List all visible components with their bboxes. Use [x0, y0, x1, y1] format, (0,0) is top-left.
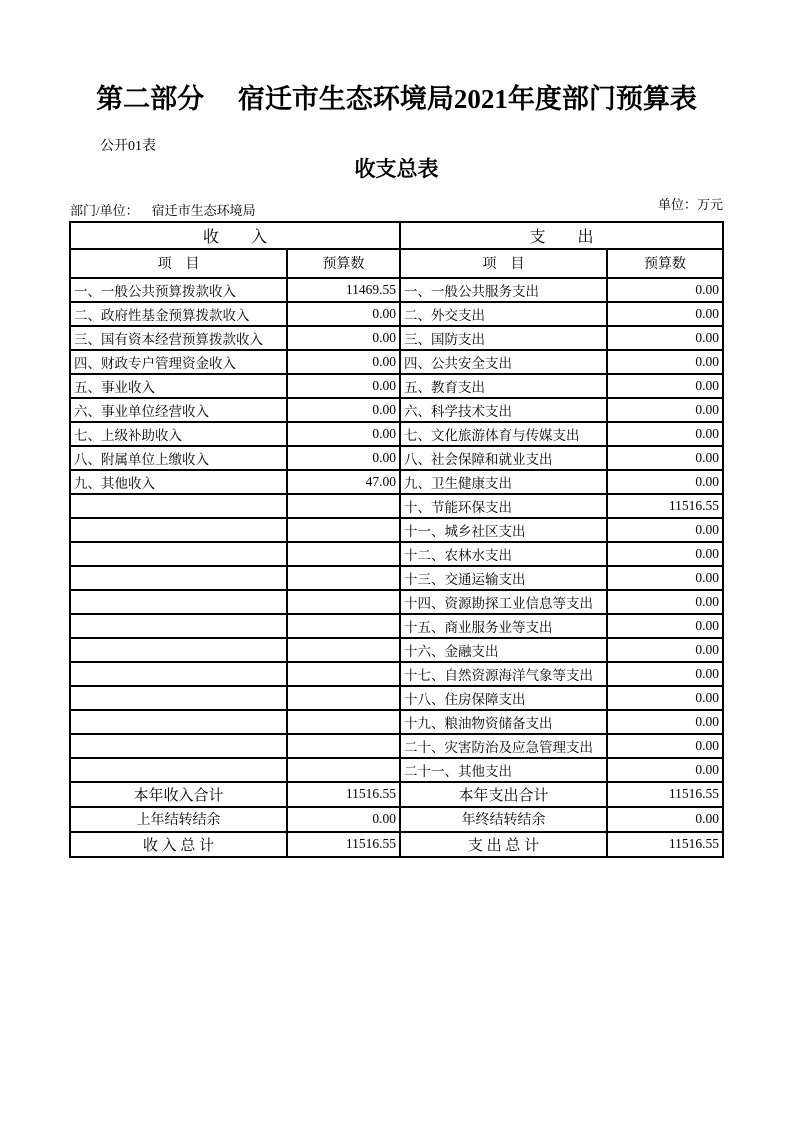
expense-value-cell: 0.00	[607, 446, 723, 470]
expense-value-cell: 0.00	[607, 662, 723, 686]
department-label: 部门/单位： 宿迁市生态环境局	[70, 202, 256, 218]
expense-item-cell: 十二、农林水支出	[400, 542, 607, 566]
income-value-cell	[287, 590, 400, 614]
table-body	[70, 278, 723, 857]
expense-value-cell: 0.00	[607, 638, 723, 662]
income-item-col-header: 项 目	[70, 249, 287, 278]
income-item-cell	[70, 734, 287, 758]
income-value-cell	[287, 734, 400, 758]
table-row	[70, 662, 723, 686]
group-header-row	[70, 222, 723, 249]
table-row	[70, 614, 723, 638]
expense-summary-value-cell: 11516.55	[607, 782, 723, 807]
income-item-cell	[70, 662, 287, 686]
expense-value-cell: 0.00	[607, 398, 723, 422]
expense-item-cell: 十五、商业服务业等支出	[400, 614, 607, 638]
income-item-cell: 一、一般公共预算拨款收入	[70, 278, 287, 302]
table-meta-row	[70, 194, 723, 219]
income-value-cell: 0.00	[287, 398, 400, 422]
expense-value-cell: 0.00	[607, 470, 723, 494]
table-row	[70, 326, 723, 350]
expense-summary-value-cell: 0.00	[607, 807, 723, 832]
income-item-cell	[70, 758, 287, 782]
income-summary-label-cell: 上年结转结余	[70, 807, 287, 832]
expense-budget-col-header: 预算数	[607, 249, 723, 278]
expense-item-cell: 十四、资源勘探工业信息等支出	[400, 590, 607, 614]
income-value-cell	[287, 686, 400, 710]
expense-value-cell: 0.00	[607, 422, 723, 446]
expense-value-cell: 0.00	[607, 590, 723, 614]
expense-value-cell: 0.00	[607, 614, 723, 638]
income-item-cell: 八、附属单位上缴收入	[70, 446, 287, 470]
income-value-cell	[287, 566, 400, 590]
income-summary-value-cell: 0.00	[287, 807, 400, 832]
expense-value-cell: 0.00	[607, 734, 723, 758]
expense-value-cell: 0.00	[607, 758, 723, 782]
expense-value-cell: 11516.55	[607, 494, 723, 518]
expense-value-cell: 0.00	[607, 686, 723, 710]
summary-row	[70, 832, 723, 857]
income-value-cell	[287, 710, 400, 734]
income-value-cell	[287, 614, 400, 638]
expense-item-cell: 四、公共安全支出	[400, 350, 607, 374]
table-row	[70, 518, 723, 542]
expense-item-cell: 十六、金融支出	[400, 638, 607, 662]
income-item-cell: 九、其他收入	[70, 470, 287, 494]
expense-item-cell: 五、教育支出	[400, 374, 607, 398]
income-value-cell: 0.00	[287, 374, 400, 398]
expense-value-cell: 0.00	[607, 278, 723, 302]
table-row	[70, 470, 723, 494]
income-summary-label-cell: 本年收入合计	[70, 782, 287, 807]
income-value-cell: 0.00	[287, 446, 400, 470]
income-group-header: 收 入	[70, 222, 400, 249]
income-value-cell: 47.00	[287, 470, 400, 494]
income-item-cell: 四、财政专户管理资金收入	[70, 350, 287, 374]
expense-item-cell: 十七、自然资源海洋气象等支出	[400, 662, 607, 686]
table-row	[70, 398, 723, 422]
income-item-cell	[70, 710, 287, 734]
income-summary-value-cell: 11516.55	[287, 782, 400, 807]
expense-item-col-header: 项 目	[400, 249, 607, 278]
expense-value-cell: 0.00	[607, 374, 723, 398]
income-value-cell: 0.00	[287, 422, 400, 446]
income-value-cell	[287, 638, 400, 662]
expense-summary-label-cell: 支 出 总 计	[400, 832, 607, 857]
expense-value-cell: 0.00	[607, 302, 723, 326]
table-row	[70, 446, 723, 470]
expense-item-cell: 二十一、其他支出	[400, 758, 607, 782]
expense-item-cell: 八、社会保障和就业支出	[400, 446, 607, 470]
income-item-cell	[70, 494, 287, 518]
income-item-cell	[70, 542, 287, 566]
income-value-cell: 0.00	[287, 302, 400, 326]
income-summary-value-cell: 11516.55	[287, 832, 400, 857]
expense-item-cell: 六、科学技术支出	[400, 398, 607, 422]
expense-summary-label-cell: 年终结转结余	[400, 807, 607, 832]
expense-item-cell: 七、文化旅游体育与传媒支出	[400, 422, 607, 446]
expense-value-cell: 0.00	[607, 518, 723, 542]
table-row	[70, 494, 723, 518]
expense-value-cell: 0.00	[607, 566, 723, 590]
expense-summary-label-cell: 本年支出合计	[400, 782, 607, 807]
income-value-cell: 0.00	[287, 350, 400, 374]
expense-summary-value-cell: 11516.55	[607, 832, 723, 857]
summary-row	[70, 807, 723, 832]
income-value-cell	[287, 662, 400, 686]
table-row	[70, 710, 723, 734]
expense-value-cell: 0.00	[607, 350, 723, 374]
income-item-cell: 二、政府性基金预算拨款收入	[70, 302, 287, 326]
table-row	[70, 374, 723, 398]
income-item-cell	[70, 518, 287, 542]
summary-row	[70, 782, 723, 807]
income-value-cell: 11469.55	[287, 278, 400, 302]
expense-item-cell: 九、卫生健康支出	[400, 470, 607, 494]
table-row	[70, 686, 723, 710]
table-row	[70, 350, 723, 374]
income-item-cell: 五、事业收入	[70, 374, 287, 398]
table-title: 收支总表	[354, 157, 439, 182]
expense-item-cell: 十一、城乡社区支出	[400, 518, 607, 542]
expense-item-cell: 十三、交通运输支出	[400, 566, 607, 590]
table-row	[70, 278, 723, 302]
column-header-row	[70, 249, 723, 278]
expense-item-cell: 三、国防支出	[400, 326, 607, 350]
expense-item-cell: 十九、粮油物资储备支出	[400, 710, 607, 734]
income-value-cell	[287, 494, 400, 518]
expense-item-cell: 十、节能环保支出	[400, 494, 607, 518]
income-item-cell: 六、事业单位经营收入	[70, 398, 287, 422]
expense-group-header: 支 出	[400, 222, 723, 249]
expense-value-cell: 0.00	[607, 326, 723, 350]
table-row	[70, 566, 723, 590]
income-item-cell: 三、国有资本经营预算拨款收入	[70, 326, 287, 350]
income-item-cell	[70, 566, 287, 590]
table-row	[70, 638, 723, 662]
table-row	[70, 758, 723, 782]
unit-note: 单位：万元	[657, 196, 723, 212]
expense-value-cell: 0.00	[607, 710, 723, 734]
income-item-cell	[70, 638, 287, 662]
expense-item-cell: 一、一般公共服务支出	[400, 278, 607, 302]
income-value-cell	[287, 518, 400, 542]
table-row	[70, 734, 723, 758]
table-row	[70, 422, 723, 446]
expense-item-cell: 二、外交支出	[400, 302, 607, 326]
table-row	[70, 542, 723, 566]
expense-value-cell: 0.00	[607, 542, 723, 566]
income-summary-label-cell: 收 入 总 计	[70, 832, 287, 857]
table-row	[70, 302, 723, 326]
expense-item-cell: 十八、住房保障支出	[400, 686, 607, 710]
income-expense-table	[69, 221, 724, 858]
income-value-cell: 0.00	[287, 326, 400, 350]
income-budget-col-header: 预算数	[287, 249, 400, 278]
income-item-cell	[70, 590, 287, 614]
table-row	[70, 590, 723, 614]
page-title: 第二部分 宿迁市生态环境局2021年度部门预算表	[96, 84, 697, 114]
income-value-cell	[287, 758, 400, 782]
table-code-label: 公开01表	[100, 139, 156, 155]
income-item-cell: 七、上级补助收入	[70, 422, 287, 446]
income-value-cell	[287, 542, 400, 566]
expense-item-cell: 二十、灾害防治及应急管理支出	[400, 734, 607, 758]
income-item-cell	[70, 614, 287, 638]
income-item-cell	[70, 686, 287, 710]
